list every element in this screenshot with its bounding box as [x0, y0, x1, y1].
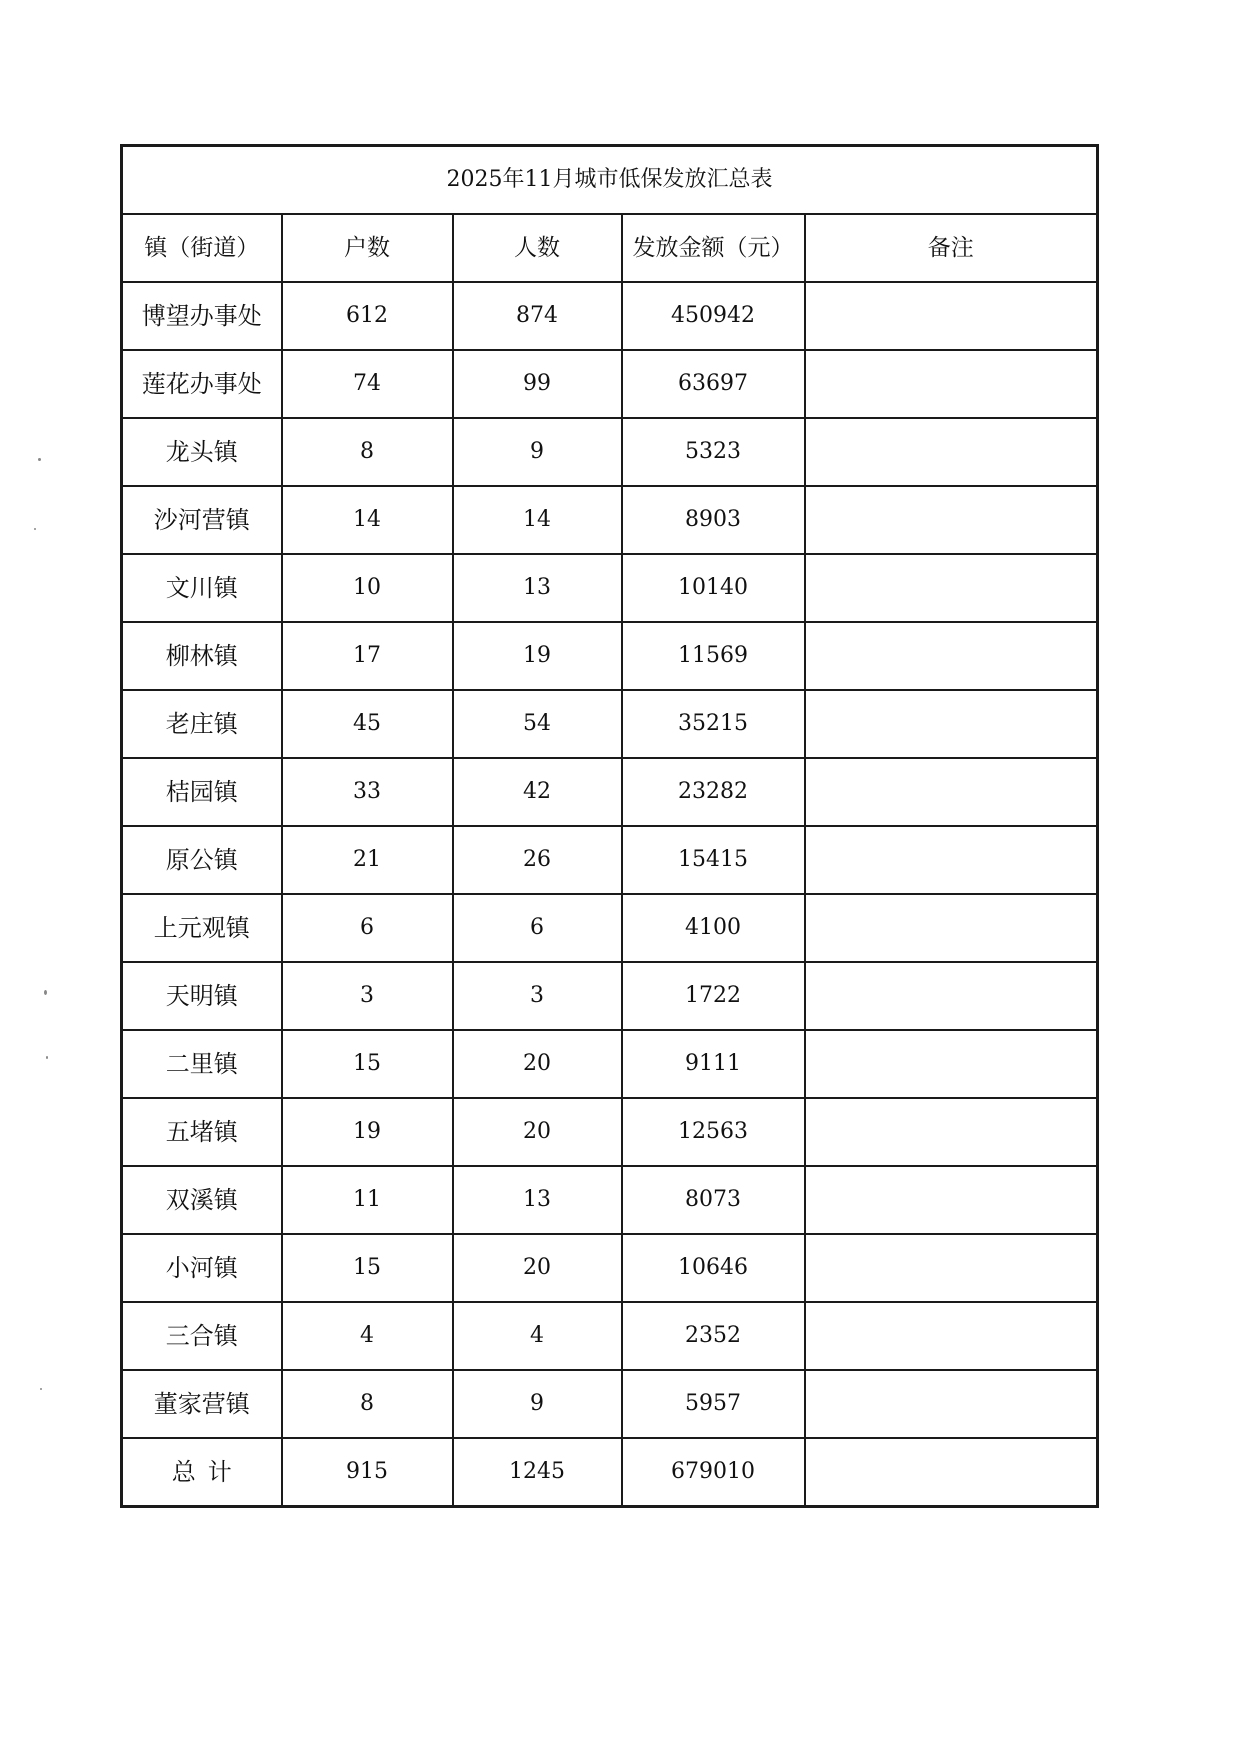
town-cell: 董家营镇	[122, 1370, 282, 1438]
scan-speck	[40, 1388, 42, 1390]
note-cell	[805, 1370, 1098, 1438]
scan-speck	[44, 990, 47, 995]
table-row	[122, 690, 1098, 758]
households-cell: 45	[282, 690, 453, 758]
amount-cell: 12563	[622, 1098, 805, 1166]
note-cell	[805, 894, 1098, 962]
total-label: 总计	[122, 1438, 282, 1507]
amount-cell: 63697	[622, 350, 805, 418]
header-note: 备注	[805, 214, 1098, 282]
table-row	[122, 1234, 1098, 1302]
households-cell: 612	[282, 282, 453, 350]
table-row	[122, 826, 1098, 894]
amount-cell: 35215	[622, 690, 805, 758]
table-row	[122, 418, 1098, 486]
amount-cell: 10140	[622, 554, 805, 622]
title-row	[122, 146, 1098, 215]
town-cell: 柳林镇	[122, 622, 282, 690]
table-row	[122, 962, 1098, 1030]
people-cell: 99	[453, 350, 622, 418]
people-cell: 6	[453, 894, 622, 962]
town-cell: 三合镇	[122, 1302, 282, 1370]
note-cell	[805, 418, 1098, 486]
town-cell: 上元观镇	[122, 894, 282, 962]
note-cell	[805, 1234, 1098, 1302]
households-cell: 33	[282, 758, 453, 826]
town-cell: 博望办事处	[122, 282, 282, 350]
amount-cell: 450942	[622, 282, 805, 350]
households-cell: 19	[282, 1098, 453, 1166]
total-row	[122, 1438, 1098, 1507]
households-cell: 15	[282, 1234, 453, 1302]
town-cell: 小河镇	[122, 1234, 282, 1302]
people-cell: 3	[453, 962, 622, 1030]
households-cell: 3	[282, 962, 453, 1030]
table-row	[122, 282, 1098, 350]
people-cell: 42	[453, 758, 622, 826]
town-cell: 双溪镇	[122, 1166, 282, 1234]
total-amount: 679010	[622, 1438, 805, 1507]
note-cell	[805, 1166, 1098, 1234]
amount-cell: 5323	[622, 418, 805, 486]
amount-cell: 5957	[622, 1370, 805, 1438]
table-row	[122, 758, 1098, 826]
table-row	[122, 1030, 1098, 1098]
amount-cell: 1722	[622, 962, 805, 1030]
people-cell: 54	[453, 690, 622, 758]
table-row	[122, 486, 1098, 554]
note-cell	[805, 554, 1098, 622]
note-cell	[805, 486, 1098, 554]
header-amount: 发放金额（元）	[622, 214, 805, 282]
table-row	[122, 1302, 1098, 1370]
people-cell: 20	[453, 1098, 622, 1166]
households-cell: 10	[282, 554, 453, 622]
note-cell	[805, 1098, 1098, 1166]
households-cell: 21	[282, 826, 453, 894]
people-cell: 20	[453, 1234, 622, 1302]
note-cell	[805, 1302, 1098, 1370]
people-cell: 874	[453, 282, 622, 350]
table-row	[122, 1098, 1098, 1166]
note-cell	[805, 826, 1098, 894]
scan-speck	[34, 528, 36, 530]
people-cell: 26	[453, 826, 622, 894]
note-cell	[805, 350, 1098, 418]
note-cell	[805, 282, 1098, 350]
town-cell: 沙河营镇	[122, 486, 282, 554]
people-cell: 14	[453, 486, 622, 554]
amount-cell: 4100	[622, 894, 805, 962]
note-cell	[805, 690, 1098, 758]
households-cell: 4	[282, 1302, 453, 1370]
note-cell	[805, 622, 1098, 690]
total-people: 1245	[453, 1438, 622, 1507]
note-cell	[805, 1030, 1098, 1098]
households-cell: 6	[282, 894, 453, 962]
households-cell: 15	[282, 1030, 453, 1098]
total-note	[805, 1438, 1098, 1507]
people-cell: 4	[453, 1302, 622, 1370]
people-cell: 19	[453, 622, 622, 690]
town-cell: 二里镇	[122, 1030, 282, 1098]
header-town: 镇（街道）	[122, 214, 282, 282]
header-people: 人数	[453, 214, 622, 282]
table-row	[122, 554, 1098, 622]
town-cell: 原公镇	[122, 826, 282, 894]
households-cell: 17	[282, 622, 453, 690]
header-households: 户数	[282, 214, 453, 282]
people-cell: 13	[453, 554, 622, 622]
people-cell: 13	[453, 1166, 622, 1234]
table-row	[122, 622, 1098, 690]
town-cell: 老庄镇	[122, 690, 282, 758]
households-cell: 8	[282, 1370, 453, 1438]
amount-cell: 9111	[622, 1030, 805, 1098]
town-cell: 桔园镇	[122, 758, 282, 826]
total-households: 915	[282, 1438, 453, 1507]
table-row	[122, 350, 1098, 418]
town-cell: 文川镇	[122, 554, 282, 622]
town-cell: 五堵镇	[122, 1098, 282, 1166]
note-cell	[805, 962, 1098, 1030]
people-cell: 9	[453, 1370, 622, 1438]
amount-cell: 23282	[622, 758, 805, 826]
amount-cell: 10646	[622, 1234, 805, 1302]
amount-cell: 15415	[622, 826, 805, 894]
people-cell: 9	[453, 418, 622, 486]
summary-table	[120, 144, 1099, 1508]
amount-cell: 8073	[622, 1166, 805, 1234]
table-title: 2025年11月城市低保发放汇总表	[122, 146, 1098, 215]
people-cell: 20	[453, 1030, 622, 1098]
document-sheet	[120, 144, 1096, 1508]
households-cell: 14	[282, 486, 453, 554]
town-cell: 莲花办事处	[122, 350, 282, 418]
amount-cell: 2352	[622, 1302, 805, 1370]
note-cell	[805, 758, 1098, 826]
table-row	[122, 1370, 1098, 1438]
households-cell: 11	[282, 1166, 453, 1234]
town-cell: 天明镇	[122, 962, 282, 1030]
table-row	[122, 1166, 1098, 1234]
amount-cell: 8903	[622, 486, 805, 554]
households-cell: 8	[282, 418, 453, 486]
scan-speck	[38, 458, 41, 461]
header-row	[122, 214, 1098, 282]
table-row	[122, 894, 1098, 962]
households-cell: 74	[282, 350, 453, 418]
scan-speck	[46, 1056, 48, 1059]
amount-cell: 11569	[622, 622, 805, 690]
town-cell: 龙头镇	[122, 418, 282, 486]
